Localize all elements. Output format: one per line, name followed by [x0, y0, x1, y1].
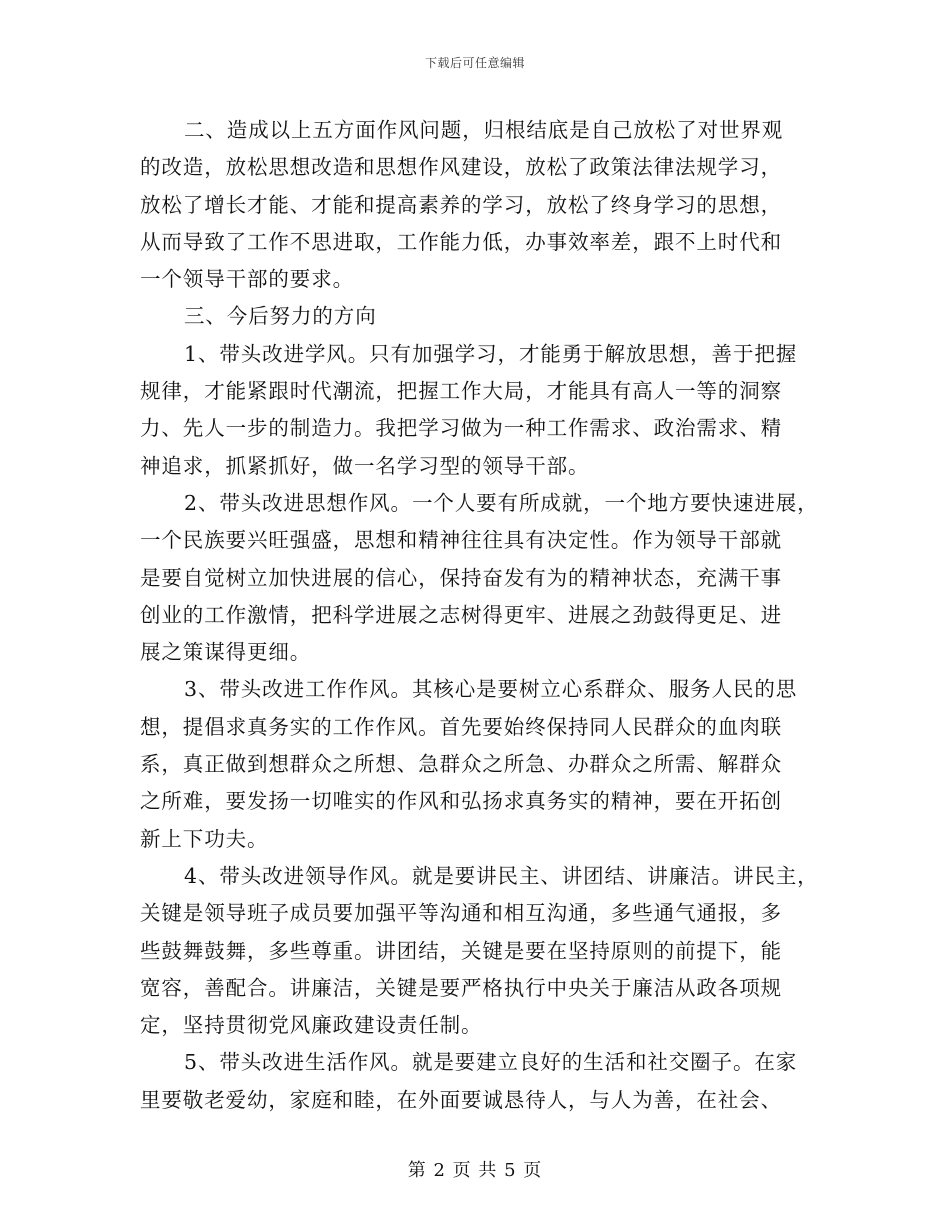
paragraph-line: 从而导致了工作不思进取，工作能力低，办事效率差，跟不上时代和 [140, 229, 782, 254]
paragraph-line: 二、造成以上五方面作风问题，归根结底是自己放松了对世界观 [184, 118, 784, 142]
page-header-note: 下载后可任意编辑 [424, 56, 525, 70]
paragraph-line: 之所难，要发扬一切唯实的作风和弘扬求真务实的精神，要在开拓创 [140, 789, 782, 814]
paragraph-line: 放松了增长才能、才能和提高素养的学习，放松了终身学习的思想， [140, 192, 782, 217]
paragraph-line: 定，坚持贯彻党风廉政建设责任制。 [140, 1013, 483, 1038]
paragraph-line: 是要自觉树立加快进展的信心，保持奋发有为的精神状态，充满干事 [140, 565, 782, 590]
paragraph-line: 些鼓舞鼓舞，多些尊重。讲团结，关键是要在坚持原则的前提下，能 [140, 938, 782, 963]
paragraph-line: 宽容，善配合。讲廉洁，关键是要严格执行中央关于廉洁从政各项规 [140, 975, 782, 1000]
section-heading: 三、今后努力的方向 [184, 304, 377, 329]
paragraph-line: 规律，才能紧跟时代潮流，把握工作大局，才能具有高人一等的洞察 [140, 379, 782, 404]
paragraph-line: 想，提倡求真务实的工作作风。首先要始终保持同人民群众的血肉联 [140, 714, 782, 739]
paragraph-line: 系，真正做到想群众之所想、急群众之所急、办群众之所需、解群众 [140, 752, 782, 777]
paragraph-line: 4、带头改进领导作风。就是要讲民主、讲团结、讲廉洁。讲民主， [184, 863, 819, 888]
paragraph-line: 一个领导干部的要求。 [140, 267, 354, 292]
paragraph-line: 关键是领导班子成员要加强平等沟通和相互沟通，多些通气通报，多 [140, 901, 782, 926]
paragraph-line: 创业的工作激情，把科学进展之志树得更牢、进展之劲鼓得更足、进 [140, 602, 782, 627]
paragraph-line: 2、带头改进思想作风。一个人要有所成就，一个地方要快速进展， [184, 490, 819, 515]
paragraph-line: 一个民族要兴旺强盛，思想和精神往往具有决定性。作为领导干部就 [140, 528, 782, 553]
paragraph-line: 神追求，抓紧抓好，做一名学习型的领导干部。 [140, 453, 590, 478]
document-body [140, 112, 830, 1119]
paragraph-line: 1、带头改进学风。只有加强学习，才能勇于解放思想，善于把握 [184, 341, 798, 366]
paragraph-line: 里要敬老爱幼，家庭和睦，在外面要诚恳待人，与人为善，在社会、 [140, 1087, 782, 1112]
paragraph-line: 的改造，放松思想改造和思想作风建设，放松了政策法律法规学习， [140, 155, 782, 180]
paragraph-line: 力、先人一步的制造力。我把学习做为一种工作需求、政治需求、精 [140, 416, 782, 441]
paragraph-line: 5、带头改进生活作风。就是要建立良好的生活和社交圈子。在家 [184, 1050, 798, 1075]
page-number: 第 2 页 共 5 页 [407, 1160, 543, 1181]
paragraph-line: 展之策谋得更细。 [140, 640, 312, 665]
paragraph-line: 新上下功夫。 [140, 826, 269, 851]
paragraph-line: 3、带头改进工作作风。其核心是要树立心系群众、服务人民的思 [184, 677, 798, 702]
